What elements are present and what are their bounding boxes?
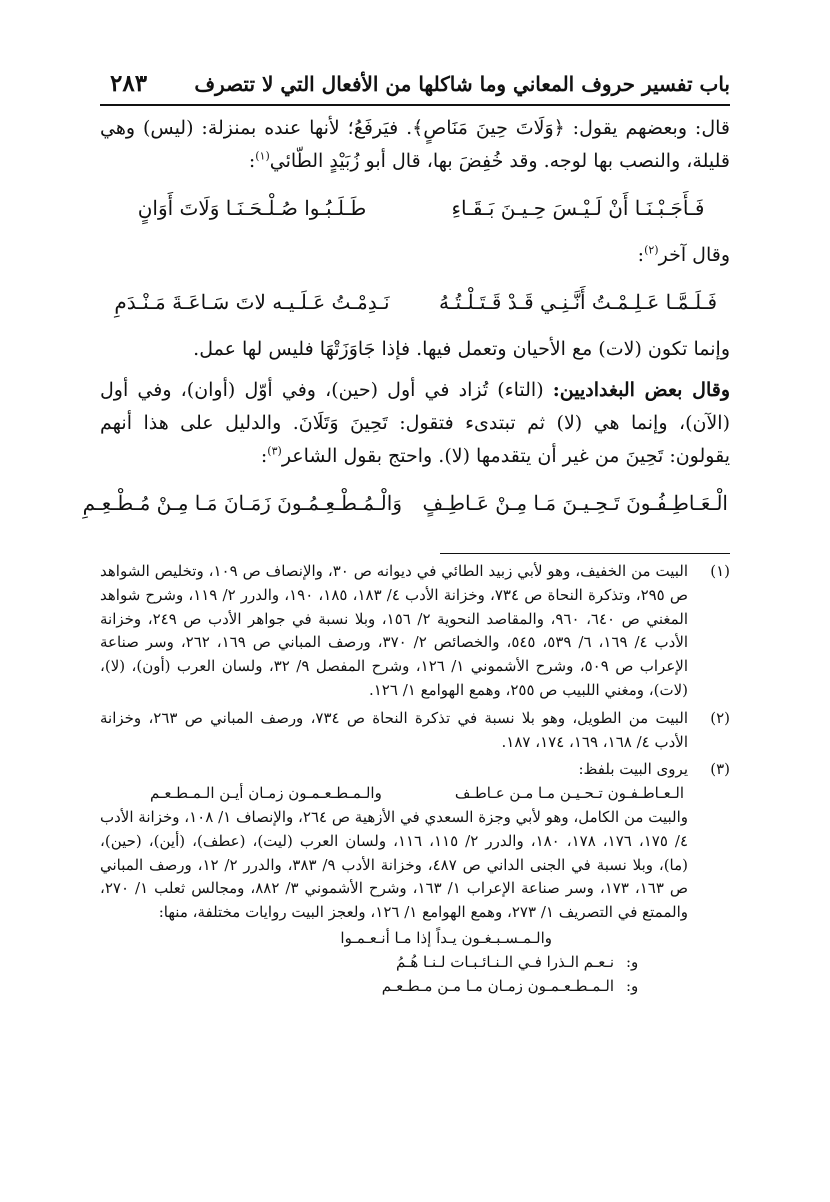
footnote-verse-first: الـعـاطـفـون تـحـيـن مـا مـن عـاطـف [454,784,684,803]
paragraph-3: وإنما تكون (لات) مع الأحيان وتعمل فيها. فإذا جَاوَزَتْهَا فليس لها عمل. [193,338,730,360]
footnote-1 [100,560,730,703]
paragraph-1: قال: وبعضهم يقول: ﴿وَلَاتَ حِينَ مَنَاصٍ﴾. فيَرفَعُ؛ لأنها عنده بمنزلة: (ليس) وهي قليلة، والنصب بها لوجه. وقد خُفِضَ بها، قال أبو زُبَيْدٍ الطّائي$^{(١)}$: [100,117,730,172]
paragraph-2: وقال آخر$^{(٢)}$: [637,243,730,266]
running-header [100,56,730,106]
running-title: باب تفسير حروف المعاني وما شاكلها من الأفعال التي لا تتصرف [194,72,730,96]
footnote-verse-second: والـمـطـعـمـون زمـان أيـن الـمـطـعـم [150,784,382,803]
footnote-text: البيت من الخفيف، وهو لأبي زبيد الطائي في ديوانه ص ٣٠، والإنصاف ص ١٠٩، وتخليص الشواهد ص ٢٩٥، وتذكرة النحاة ص ٧٣٤، وخزانة الأدب ٤/ ١٨٣، ١٨٥، ١٩٠، والدرر ٢/ ١١٩، وشرح شواهد المغني ص ٦٤٠، ٩٦٠، والمقاصد النحوية ٢/ ١٥٦، وبلا نسبة في جواهر الأدب ص ٢٤٩، وخزانة الأدب ٤/ ١٦٩، ٦/ ٥٣٩، ٥٤٥، والخصائص ٢/ ٣٧٠، ورصف المباني ص ١٦٩، ٢٦٢، وسر صناعة الإعراب ص ٥٠٩، وشرح الأشموني ١/ ١٢٦، وشرح المفصل ٩/ ٣٢، ولسان العرب (أون)، (لا)، (لات)، ومغني اللبيب ص ٢٥٥، وهمع الهوامع ١/ ١٢٦. [100,562,689,699]
verse-2 [100,286,730,319]
footnote-number: (٣) [710,760,730,779]
footnote-divider [440,553,730,554]
variant-line: والـمـسـبـغـون يـداً إذا مـا أنـعـمـوا [340,928,552,947]
verse-3-first-hemistich: الْـعَـاطِـفُـونَ تَـحِـيـنَ مَـا مِـنْ عَـاطِـفٍ [422,491,728,515]
verse-1-first-hemistich: فَـأَجَـبْـنَـا أَنْ لَـيْـسَ حِـيـنَ بَـقَـاءِ [451,196,705,220]
footnote-ref-3[interactable]: (٣) [267,444,282,458]
footnote-verse [100,782,688,806]
verse-3-second-hemistich: وَالْـمُـطْـعِـمُـونَ زَمَـانَ مَـا مِـنْ مُـطْـعِـمِ [82,491,402,515]
footnote-ref-1[interactable]: (١) [255,149,270,163]
footnote-ref-2[interactable]: (٢) [644,243,659,257]
footnote-text: البيت من الطويل، وهو بلا نسبة في تذكرة النحاة ص ٧٣٤، ورصف المباني ص ٢٦٣، وخزانة الأدب ٤/ ١٦٨، ١٦٩، ١٧٤، ١٨٧. [100,708,689,751]
footnote-intro: يروى البيت بلفظ: [578,760,688,779]
footnote-number: (٢) [710,708,730,727]
main-text [82,112,730,534]
footnotes [100,560,730,1002]
page-number: ٢٨٣ [110,70,148,97]
footnote-3 [100,758,730,998]
footnote-2 [100,707,730,755]
verse-1-second-hemistich: طَـلَـبُـوا صُـلْـحَـنَـا وَلَاتَ أَوَانٍ [137,196,367,220]
footnote-text: والبيت من الكامل، وهو لأبي وجزة السعدي في الأزهية ص ٢٦٤، والإنصاف ١/ ١٠٨، وخزانة الأدب ٤/ ١٧٥، ١٧٦، ١٧٨، ١٨٠، والدرر ٢/ ١١٥، ١١٦، ولسان العرب (ليت)، (عطف)، (أين)، (حين)، (ما)، وبلا نسبة في الجنى الداني ص ٤٨٧، وخزانة الأدب ٩/ ٣٨٣، والدرر ٢/ ١٢، ورصف المباني ص ١٦٣، ١٧٣، وسر صناعة الإعراب ١/ ١٦٣، وشرح الأشموني ٣/ ٨٨٢، ومجالس ثعلب ١/ ٢٧٠، والممتع في التصريف ١/ ٢٧٣، وهمع الهوامع ١/ ١٢٦، ولعجز البيت روايات مختلفة، منها: [100,807,689,922]
speaker-label: وقال بعض البغداديين: [552,379,730,401]
paragraph-4: وقال بعض البغداديين: (التاء) تُزاد في أول (حين)، وفي أوّل (أوان)، وفي أول (الآن)، وإنما هي (لا) ثم تبتدىء فتقول: تَحِينَ وَتَلَانَ. والدليل على هذا أنهم يقولون: تَحِينَ من غير أن يتقدمها (لا). واحتج بقول الشاعر$^{(٣)}$: [100,379,730,467]
variant-line: و: نـعـم الـذرا فـي الـنـائـبـات لـنـا هُـمُ [395,952,639,971]
footnote-number: (١) [710,562,730,580]
verse-2-second-hemistich: نَـدِمْـتُ عَـلَـيـه لاتَ سَـاعَـةَ مَـنْـدَمِ [114,290,390,314]
verse-2-first-hemistich: فَـلَـمَّـا عَـلِـمْـتُ أَنَّـنِـي قَـدْ قَـتَـلْـتُـهُ [438,290,718,314]
verse-1 [100,192,730,225]
variant-line: و: الـمـطـعـمـون زمـان مـا مـن مـطـعـم [381,976,639,995]
verse-3 [82,487,730,520]
variant-list [100,927,688,998]
